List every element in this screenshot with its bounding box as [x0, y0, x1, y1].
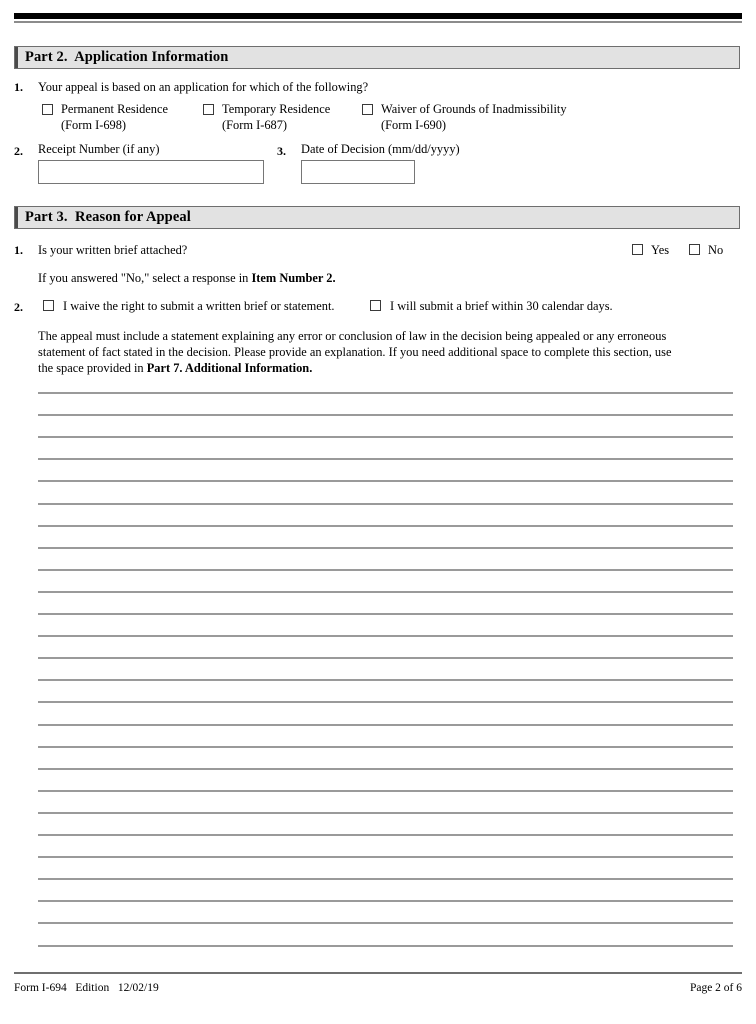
footer-form-edition: Form I-694 Edition 12/02/19: [14, 982, 159, 994]
writing-line[interactable]: [38, 790, 733, 792]
part3-item2-number: 2.: [14, 300, 23, 314]
writing-line[interactable]: [38, 392, 733, 394]
writing-line[interactable]: [38, 414, 733, 416]
checkbox-permanent-residence[interactable]: [42, 104, 53, 115]
writing-line[interactable]: [38, 503, 733, 505]
writing-line[interactable]: [38, 436, 733, 438]
part2-item2-label: Receipt Number (if any): [38, 142, 160, 156]
writing-line[interactable]: [38, 768, 733, 770]
label-waiver-inadmissibility-form: (Form I-690): [381, 118, 447, 132]
writing-line[interactable]: [38, 945, 733, 947]
footer-rule: [14, 972, 742, 974]
writing-line[interactable]: [38, 922, 733, 924]
writing-line[interactable]: [38, 657, 733, 659]
writing-line[interactable]: [38, 591, 733, 593]
checkbox-waive-brief-right[interactable]: [43, 300, 54, 311]
top-gray-rule: [14, 21, 742, 23]
label-temporary-residence: Temporary Residence: [222, 102, 331, 116]
writing-line[interactable]: [38, 701, 733, 703]
writing-line[interactable]: [38, 569, 733, 571]
writing-line[interactable]: [38, 635, 733, 637]
label-submit-brief-30-days: I will submit a brief within 30 calendar days.: [390, 299, 613, 313]
writing-line[interactable]: [38, 746, 733, 748]
part2-item1-number: 1.: [14, 80, 23, 94]
part2-item2-number: 2.: [14, 144, 23, 158]
label-brief-attached-yes: Yes: [651, 243, 670, 257]
writing-line[interactable]: [38, 856, 733, 858]
part2-header: [14, 46, 740, 69]
part3-item1-note-plain: If you answered "No," select a response in: [38, 271, 252, 285]
writing-line[interactable]: [38, 812, 733, 814]
writing-line[interactable]: [38, 613, 733, 615]
part3-paragraph-line3-bold: Part 7. Additional Information.: [146, 361, 313, 375]
part3-paragraph-line3: [38, 360, 738, 376]
part3-item1-question: Is your written brief attached?: [38, 243, 188, 257]
checkbox-brief-attached-no[interactable]: [689, 244, 700, 255]
checkbox-temporary-residence[interactable]: [203, 104, 214, 115]
part2-title: Part 2. Application Information: [25, 49, 229, 65]
writing-line[interactable]: [38, 480, 733, 482]
footer-page-number: Page 2 of 6: [689, 982, 742, 994]
writing-line[interactable]: [38, 458, 733, 460]
writing-line[interactable]: [38, 724, 733, 726]
label-permanent-residence-form: (Form I-698): [61, 118, 127, 132]
checkbox-submit-brief-30-days[interactable]: [370, 300, 381, 311]
writing-line[interactable]: [38, 525, 733, 527]
part3-title: Part 3. Reason for Appeal: [25, 209, 191, 225]
checkbox-waiver-inadmissibility[interactable]: [362, 104, 373, 115]
part3-item1-note-bold: Item Number 2.: [251, 271, 336, 285]
writing-line[interactable]: [38, 900, 733, 902]
part3-item1-note: [38, 270, 336, 286]
part3-item2-paragraph: [38, 328, 738, 376]
part2-item3-number: 3.: [277, 144, 286, 158]
part3-item1-number: 1.: [14, 243, 23, 257]
checkbox-brief-attached-yes[interactable]: [632, 244, 643, 255]
label-waiver-inadmissibility: Waiver of Grounds of Inadmissibility: [381, 102, 567, 116]
receipt-number-input[interactable]: [38, 160, 264, 184]
label-waive-brief-right: I waive the right to submit a written brief or statement.: [63, 299, 335, 313]
label-permanent-residence: Permanent Residence: [61, 102, 169, 116]
part3-paragraph-line1: The appeal must include a statement explaining any error or conclusion of law in the decision being appealed or any erroneous: [38, 329, 667, 343]
label-temporary-residence-form: (Form I-687): [222, 118, 288, 132]
part3-paragraph-line2: statement of fact stated in the decision. Please provide an explanation. If you need additional space to complete this section, use: [38, 345, 672, 359]
top-black-rule: [14, 13, 742, 19]
writing-line[interactable]: [38, 878, 733, 880]
date-of-decision-input[interactable]: [301, 160, 415, 184]
part2-item1-question: Your appeal is based on an application for which of the following?: [38, 80, 369, 94]
label-brief-attached-no: No: [708, 243, 724, 257]
part3-paragraph-line3-plain: the space provided in: [38, 361, 147, 375]
part2-item3-label: Date of Decision (mm/dd/yyyy): [301, 142, 460, 156]
writing-line[interactable]: [38, 547, 733, 549]
writing-line[interactable]: [38, 679, 733, 681]
part3-header: [14, 206, 740, 229]
writing-line[interactable]: [38, 834, 733, 836]
